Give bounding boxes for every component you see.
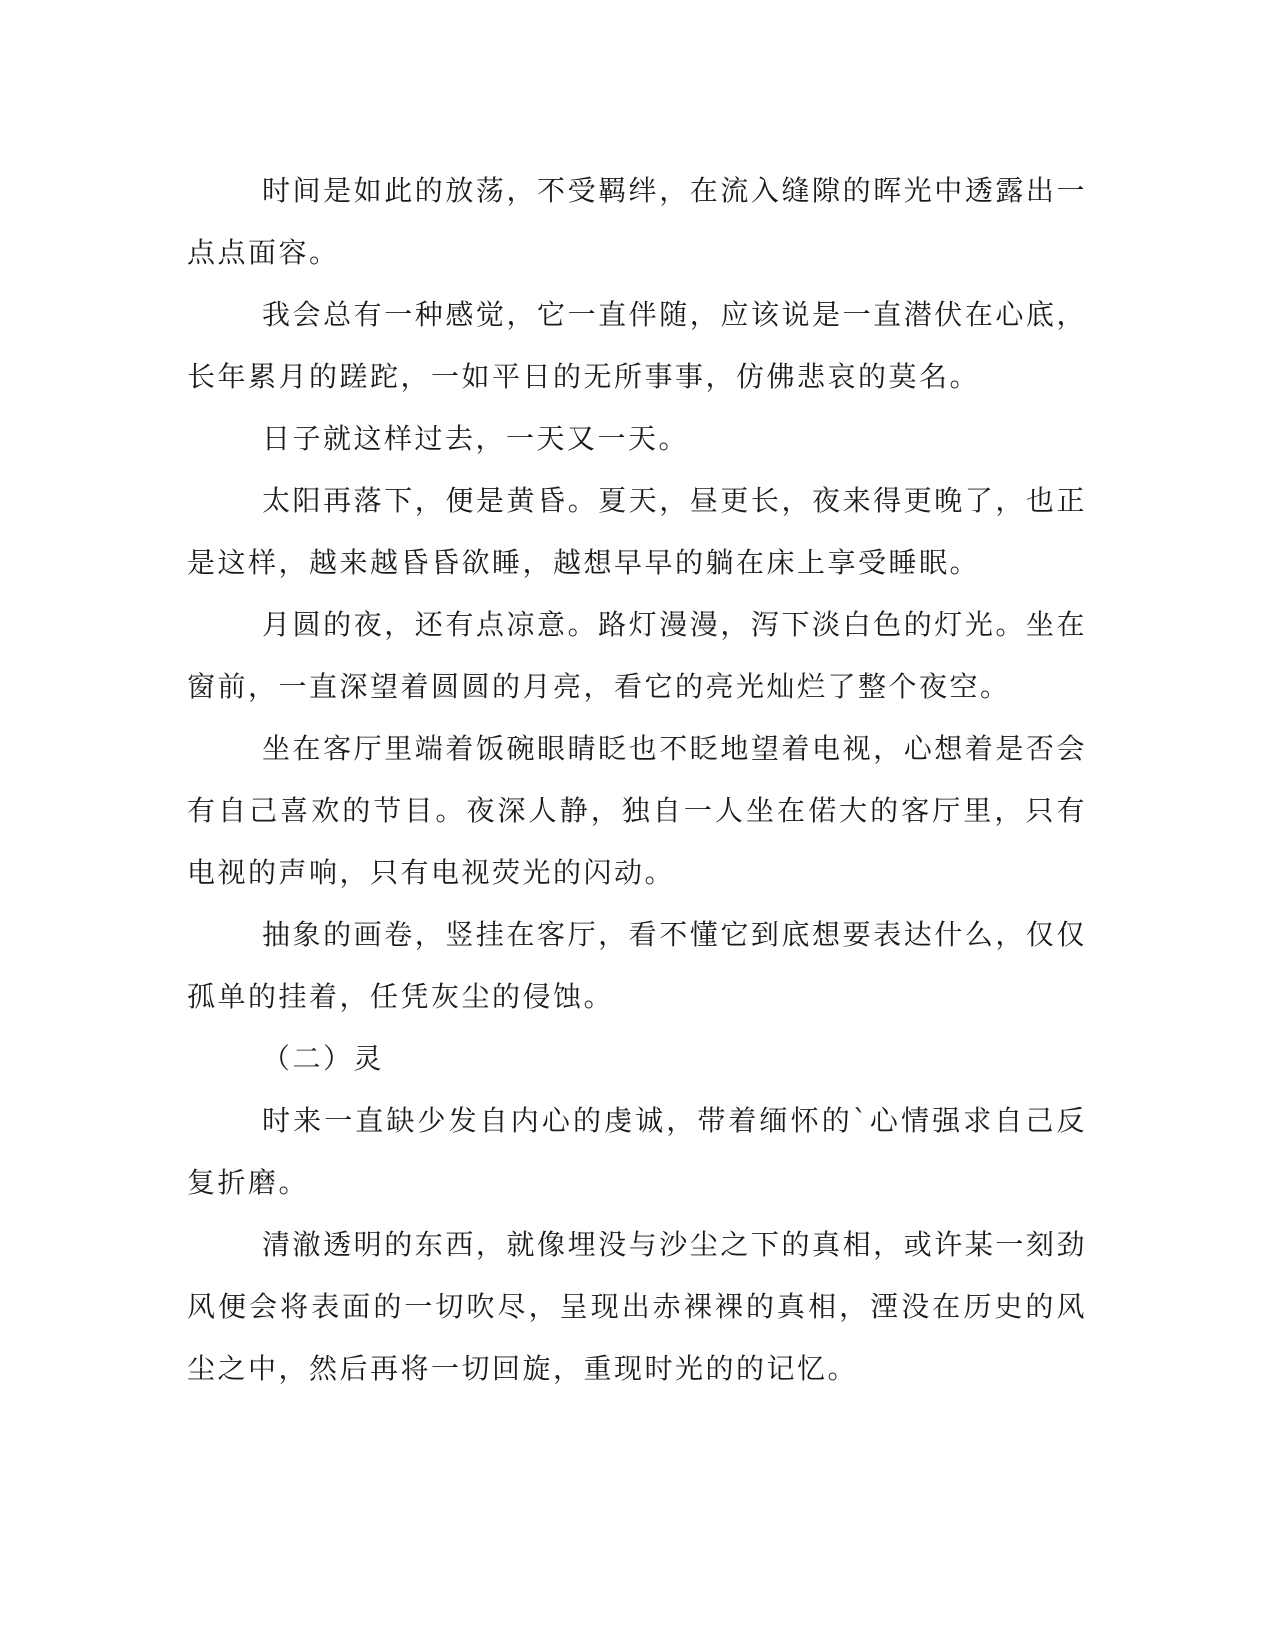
paragraph-4: 太阳再落下，便是黄昏。夏天，昼更长，夜来得更晚了，也正是这样，越来越昏昏欲睡，越想早早的躺在床上享受睡眠。 <box>187 484 1087 579</box>
paragraph-1: 时间是如此的放荡，不受羁绊，在流入缝隙的晖光中透露出一点点面容。 <box>187 174 1087 269</box>
paragraph-6: 坐在客厅里端着饭碗眼睛眨也不眨地望着电视，心想着是否会有自己喜欢的节目。夜深人静，独自一人坐在偌大的客厅里，只有电视的声响，只有电视荧光的闪动。 <box>187 732 1087 889</box>
paragraph-3: 日子就这样过去，一天又一天。 <box>262 422 690 455</box>
paragraph-9: 清澈透明的东西，就像埋没与沙尘之下的真相，或许某一刻劲风便会将表面的一切吹尽，呈现出赤裸裸的真相，湮没在历史的风尘之中，然后再将一切回旋，重现时光的的记忆。 <box>187 1228 1087 1385</box>
paragraph-8: 时来一直缺少发自内心的虔诚，带着缅怀的`心情强求自己反复折磨。 <box>187 1104 1087 1199</box>
paragraph-2: 我会总有一种感觉，它一直伴随，应该说是一直潜伏在心底，长年累月的蹉跎，一如平日的无所事事，仿佛悲哀的莫名。 <box>187 298 1087 393</box>
section-heading: （二）灵 <box>262 1042 385 1075</box>
paragraph-7: 抽象的画卷，竖挂在客厅，看不懂它到底想要表达什么，仅仅孤单的挂着，任凭灰尘的侵蚀。 <box>187 918 1087 1013</box>
paragraph-5: 月圆的夜，还有点凉意。路灯漫漫，泻下淡白色的灯光。坐在窗前，一直深望着圆圆的月亮，看它的亮光灿烂了整个夜空。 <box>187 608 1087 703</box>
document-page <box>187 160 1087 1400</box>
